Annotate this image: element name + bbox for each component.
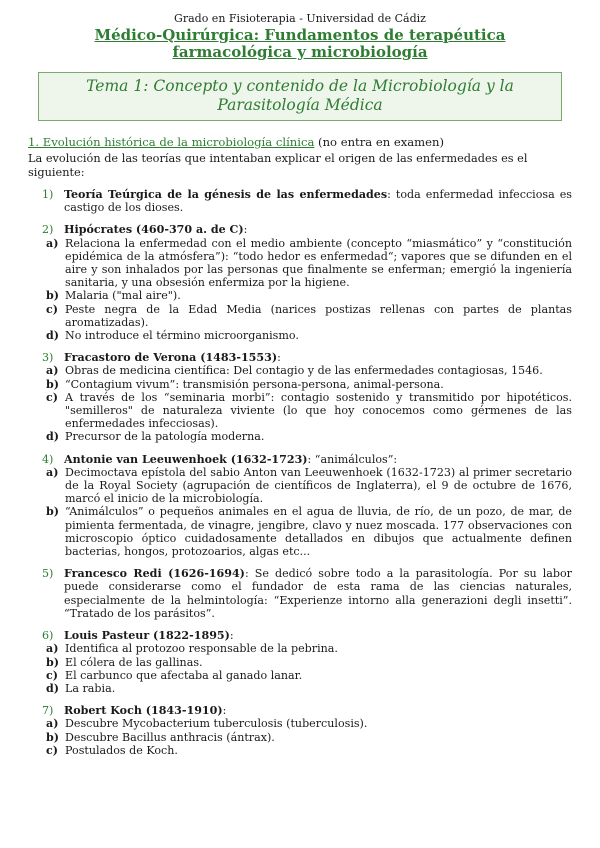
sub-text: Relaciona la enfermedad con el medio ambiente (concepto “miasmático” y “constitución epidémica de la atmósfera”): “todo hedor es enfermedad“; vapores que se difunden en el aire y son inhalados por las personas que finalmente se enferman; emergió la ingeniería sanitaria, y una obsesión enfermiza por la higiene. bbox=[65, 236, 572, 290]
section-note: (no entra en examen) bbox=[318, 135, 444, 149]
sub-item bbox=[28, 391, 572, 431]
sub-item bbox=[28, 378, 572, 391]
topic-title: Tema 1: Concepto y contenido de la Microbiología y la Parasitología Médica bbox=[86, 77, 514, 114]
item-text: : bbox=[229, 629, 234, 643]
list-item bbox=[28, 351, 572, 364]
sub-letter: b) bbox=[46, 377, 60, 391]
item-name: Louis Pasteur (1822-1895) bbox=[64, 629, 230, 643]
item-text: : toda enfermedad infecciosa es castigo de los dioses. bbox=[64, 188, 572, 215]
sub-item bbox=[28, 656, 572, 669]
sub-text: El cólera de las gallinas. bbox=[65, 655, 203, 669]
list-item bbox=[28, 188, 572, 214]
sub-text: “Animálculos” o pequeños animales en el agua de lluvia, de río, de un pozo, de mar, de pimienta fermentada, de vinagre, jengibre, clavo y nuez moscada. 177 observaciones con microscopio óptico cuidadosamente detallados en dibujos que actualmente definen bacterias, hongos, protozoarios, algas etc... bbox=[65, 505, 572, 559]
sub-text: Malaria ("mal aire"). bbox=[65, 289, 181, 303]
sub-item bbox=[28, 682, 572, 695]
item-name: Antonie van Leeuwenhoek (1632-1723) bbox=[64, 452, 308, 466]
sub-item bbox=[28, 289, 572, 302]
list-item bbox=[28, 223, 572, 236]
sub-text: Peste negra de la Edad Media (narices postizas rellenas con partes de plantas aromatizadas). bbox=[65, 302, 572, 329]
item-number: 4) bbox=[42, 452, 54, 466]
item-name: Robert Koch (1843-1910) bbox=[64, 704, 223, 718]
sub-letter: b) bbox=[46, 655, 60, 669]
item-text: : bbox=[222, 704, 227, 718]
sub-item bbox=[28, 237, 572, 290]
item-text: : Se dedicó sobre todo a la parasitología. Por su labor puede considerarse como el fundador de esta rama de las ciencias naturales, especialmente de la helmintología: “Experienze intorno alla generazioni degli insetti”. “Tratado de los parásitos”. bbox=[64, 567, 572, 620]
item-name: Hipócrates (460-370 a. de C) bbox=[64, 223, 244, 237]
item-number: 1) bbox=[42, 188, 54, 201]
sub-letter: d) bbox=[46, 329, 60, 343]
item-text: : bbox=[243, 223, 248, 237]
item-number: 5) bbox=[42, 567, 54, 581]
sub-letter: c) bbox=[46, 743, 59, 757]
sub-text: “Contagium vivum”: transmisión persona-persona, animal-persona. bbox=[65, 377, 444, 391]
sub-item bbox=[28, 642, 572, 655]
list-item bbox=[28, 629, 572, 642]
sub-item bbox=[28, 430, 572, 443]
sub-letter: a) bbox=[46, 364, 59, 378]
course-header: Grado en Fisioterapia - Universidad de Cádiz bbox=[174, 12, 426, 25]
item-number: 7) bbox=[42, 704, 54, 718]
sub-text: Identifica al protozoo responsable de la pebrina. bbox=[65, 642, 338, 656]
sub-letter: b) bbox=[46, 505, 60, 519]
sub-item bbox=[28, 505, 572, 558]
sub-item bbox=[28, 303, 572, 329]
sub-letter: b) bbox=[46, 730, 60, 744]
list-item bbox=[28, 567, 572, 620]
item-text: : bbox=[277, 351, 281, 365]
item-number: 2) bbox=[42, 223, 54, 237]
sub-text: Decimoctava epístola del sabio Anton van Leeuwenhoek (1632-1723) al primer secretario de la Royal Society (agrupación de científicos de Inglaterra), el 9 de octubre de 1676, marcó el inicio de la microbiología. bbox=[65, 465, 572, 506]
sub-text: A través de los “seminaria morbi”: contagio sostenido y transmitido por hipotéticos. "semilleros" de naturaleza viviente (lo que hoy conocemos como gérmenes de las enfermedades infecciosas). bbox=[65, 390, 572, 431]
subject-title: Médico-Quirúrgica: Fundamentos de terapéutica farmacológica y microbiología bbox=[94, 26, 506, 61]
sub-item bbox=[28, 744, 572, 757]
sub-item bbox=[28, 329, 572, 342]
sub-letter: a) bbox=[46, 465, 59, 479]
sub-letter: c) bbox=[46, 668, 59, 682]
sub-item bbox=[28, 669, 572, 682]
sub-text: Descubre Mycobacterium tuberculosis (tuberculosis). bbox=[65, 717, 368, 731]
sub-item bbox=[28, 731, 572, 744]
sub-text: Descubre Bacillus anthracis (ántrax). bbox=[65, 730, 275, 744]
sub-text: Obras de medicina científica: Del contagio y de las enfermedades contagiosas, 1546. bbox=[65, 364, 543, 378]
sub-letter: a) bbox=[46, 642, 59, 656]
list-item bbox=[28, 704, 572, 717]
sub-letter: d) bbox=[46, 681, 60, 695]
sub-text: Precursor de la patología moderna. bbox=[65, 430, 265, 444]
section-intro: La evolución de las teorías que intentaban explicar el origen de las enfermedades es el siguiente: bbox=[28, 152, 528, 179]
sub-text: Postulados de Koch. bbox=[65, 743, 178, 757]
sub-text: La rabia. bbox=[65, 681, 116, 695]
item-name: Francesco Redi (1626-1694) bbox=[64, 567, 245, 581]
sub-letter: a) bbox=[46, 717, 59, 731]
sub-item bbox=[28, 466, 572, 506]
topic-box bbox=[38, 72, 562, 121]
item-number: 3) bbox=[42, 351, 54, 365]
list-item bbox=[28, 453, 572, 466]
section-title: 1. Evolución histórica de la microbiología clínica bbox=[28, 135, 315, 149]
sub-letter: b) bbox=[46, 289, 60, 303]
item-number: 6) bbox=[42, 629, 54, 643]
sub-text: El carbunco que afectaba al ganado lanar. bbox=[65, 668, 303, 682]
item-name: Teoría Teúrgica de la génesis de las enfermedades bbox=[64, 188, 388, 201]
section-heading bbox=[28, 135, 572, 149]
sub-letter: c) bbox=[46, 302, 59, 316]
sub-letter: a) bbox=[46, 236, 59, 250]
sub-text: No introduce el término microorganismo. bbox=[65, 329, 299, 343]
sub-letter: c) bbox=[46, 390, 59, 404]
item-name: Fracastoro de Verona (1483-1553) bbox=[64, 351, 278, 365]
sub-item bbox=[28, 364, 572, 377]
item-text: : “animálculos”: bbox=[307, 452, 398, 466]
sub-letter: d) bbox=[46, 430, 60, 444]
sub-item bbox=[28, 717, 572, 730]
